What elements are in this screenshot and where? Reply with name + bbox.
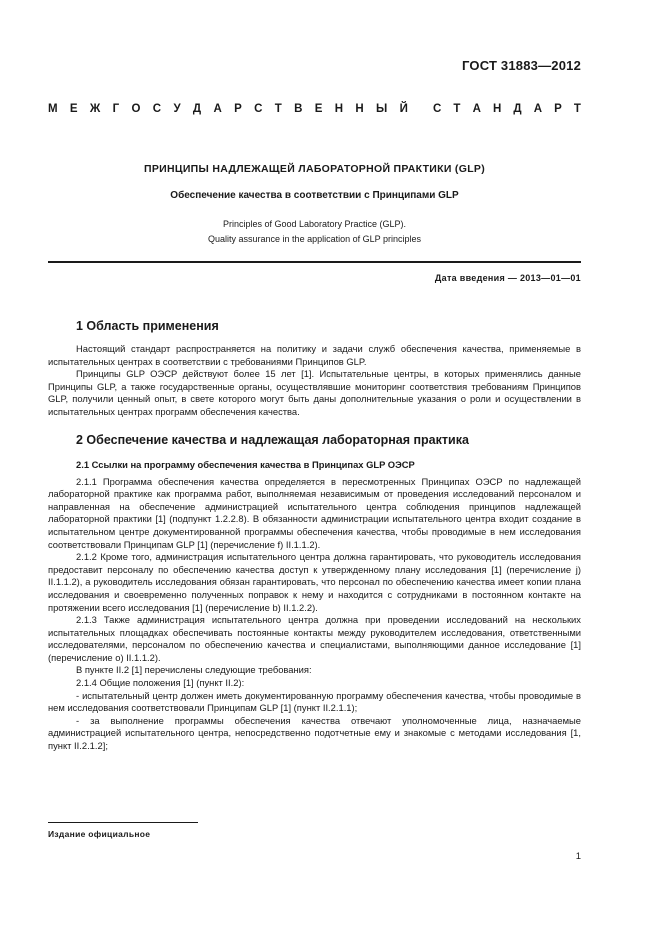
- paragraph: Принципы GLP ОЭСР действуют более 15 лет [1]. Испытательные центры, в которых применялись данные Принципы GLP, а также государственные органы, осуществлявшие мониторинг соответствия требованиям Принципов GLP, получили ценный опыт, в свете которого могут быть даны дополнительные указания о роли и осуществлении в испытательных центрах программ обеспечения качества.: [48, 368, 581, 417]
- list-item: - испытательный центр должен иметь документированную программу обеспечения качества, чтобы проводимые в нем исследования соответствовали Принципам GLP [1] (пункт II.2.1.1);: [48, 689, 581, 714]
- document-title-en: [48, 217, 581, 247]
- paragraph: 2.1.2 Кроме того, администрация испытательного центра должна гарантировать, что руководитель исследования предоставит персоналу по обеспечению качества доступ к утвержденному плану исследования [1] (перечисление j) II.1.1.2), а руководитель исследования обязан гарантировать, что персонал по обеспечению качества имеет копии плана исследования и своевременно полученных поправок к нему и находится с сотрудниками в постоянном контакте на протяжении всего исследования [1] (перечисление b) II.1.2.2).: [48, 551, 581, 613]
- interstate-standard-heading: [48, 103, 581, 115]
- standard-number: ГОСТ 31883—2012: [462, 58, 581, 73]
- page-number: 1: [575, 851, 581, 862]
- official-edition-note: Издание официальное: [48, 829, 151, 839]
- introduction-date: Дата введения — 2013—01—01: [434, 273, 581, 283]
- header-divider: [48, 261, 581, 263]
- paragraph: 2.1.3 Также администрация испытательного центра должна при проведении исследований на нескольких испытательных площадках обеспечивать постоянные контакты между руководителем исследования, ответственными исследователями, персоналом по обеспечению качества и специалистами, выполняющими данное исследование [1] (перечисление о) II.1.1.2).: [48, 614, 581, 663]
- list-item: - за выполнение программы обеспечения качества отвечают уполномоченные лица, назначаемые администрацией испытательного центра, непосредственно подотчетные ему и знакомые с методами исследования [1, пункт II.2.1.2];: [48, 714, 581, 752]
- paragraph: 2.1.4 Общие положения [1] (пункт II.2):: [76, 677, 245, 689]
- paragraph: В пункте II.2 [1] перечислены следующие требования:: [76, 664, 312, 676]
- document-title-ru: ПРИНЦИПЫ НАДЛЕЖАЩЕЙ ЛАБОРАТОРНОЙ ПРАКТИКИ (GLP): [143, 163, 486, 175]
- document-subtitle-ru: Обеспечение качества в соответствии с Принципами GLP: [170, 190, 459, 201]
- section-1-heading: 1 Область применения: [76, 319, 219, 333]
- interstate-word: М Е Ж Г О С У Д А Р С Т В Е Н Н Ы Й: [48, 103, 408, 115]
- title-en-line-1: Principles of Good Laboratory Practice (GLP).: [222, 219, 407, 229]
- paragraph: Настоящий стандарт распространяется на политику и задачи служб обеспечения качества, применяемые в испытательных центрах в соответствии с требованиями Принципов GLP.: [48, 343, 581, 367]
- subsection-2-1-heading: 2.1 Ссылки на программу обеспечения качества в Принципах GLP ОЭСР: [76, 458, 415, 470]
- paragraph: 2.1.1 Программа обеспечения качества определяется в пересмотренных Принципах ОЭСР по надлежащей лабораторной практике как программа работ, выполняемая независимым от проведения исследований персоналом и направленная на обеспечение администрацией испытательного центра соблюдения принципов надлежащей лабораторной практики [1] (подпункт 1.2.2.8). В обязанности администрации испытательного центра входит создание в испытательном центре документированной программы обеспечения качества, чтобы проводимые в нем исследования соответствовали Принципам GLP [1] (перечисление f) II.1.1.2).: [48, 475, 581, 550]
- footer-divider: [48, 822, 198, 823]
- standard-word: С Т А Н Д А Р Т: [433, 103, 581, 115]
- document-body: [48, 319, 581, 753]
- section-2-heading: 2 Обеспечение качества и надлежащая лабораторная практика: [76, 432, 469, 447]
- title-en-line-2: Quality assurance in the application of GLP principles: [208, 234, 421, 244]
